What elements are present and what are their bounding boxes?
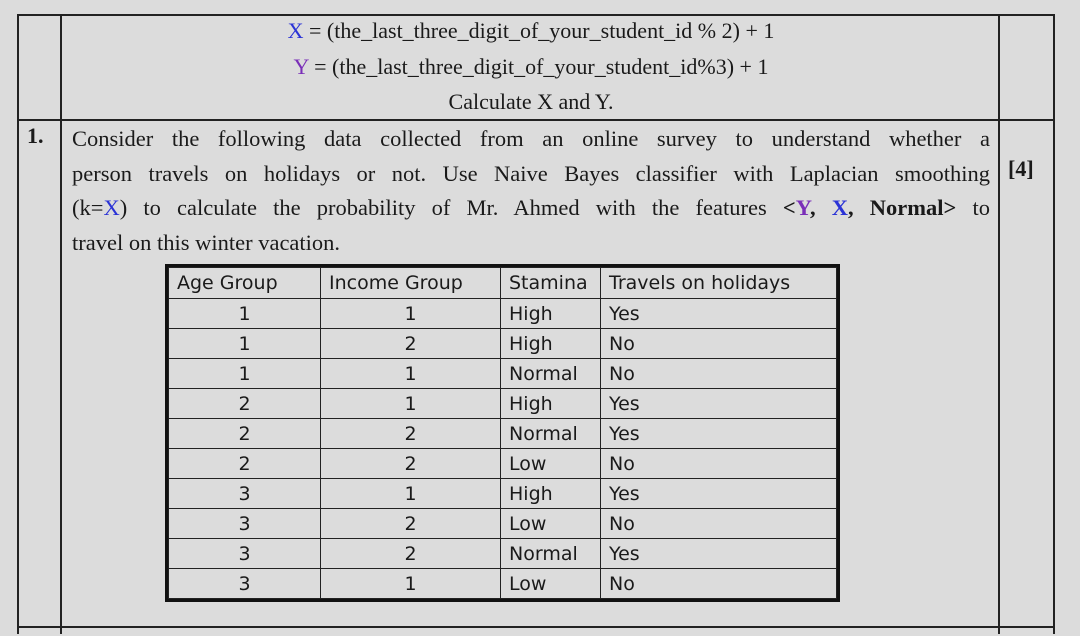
- question-number: 1.: [27, 123, 44, 148]
- frame-border-right: [1053, 14, 1055, 634]
- header-stamina: Stamina: [501, 268, 601, 299]
- age-group-cell: 1: [169, 299, 321, 329]
- income-group-cell: 1: [321, 299, 501, 329]
- income-group-cell: 1: [321, 389, 501, 419]
- table-row: [169, 359, 837, 389]
- travels-cell: No: [601, 359, 837, 389]
- table-row: [169, 449, 837, 479]
- income-group-cell: 2: [321, 419, 501, 449]
- frame-border-left: [17, 14, 19, 634]
- table-row: [169, 569, 837, 599]
- stamina-cell: Normal: [501, 539, 601, 569]
- table-row: [169, 479, 837, 509]
- travels-cell: Yes: [601, 539, 837, 569]
- age-group-cell: 3: [169, 479, 321, 509]
- age-group-cell: 2: [169, 449, 321, 479]
- question-line-3: (k=X) to calculate the probability of Mr. Ahmed with the features <Y, X, Normal> to: [72, 195, 991, 220]
- header-travels-on-holidays: Travels on holidays: [601, 268, 837, 299]
- age-group-cell: 3: [169, 509, 321, 539]
- income-group-cell: 1: [321, 479, 501, 509]
- travels-cell: Yes: [601, 389, 837, 419]
- stamina-cell: Low: [501, 509, 601, 539]
- question-text: [72, 122, 990, 260]
- travels-cell: Yes: [601, 299, 837, 329]
- age-group-cell: 3: [169, 539, 321, 569]
- question-line-4: travel on this winter vacation.: [72, 229, 341, 255]
- age-group-cell: 2: [169, 419, 321, 449]
- age-group-cell: 1: [169, 329, 321, 359]
- age-group-cell: 3: [169, 569, 321, 599]
- stamina-cell: High: [501, 479, 601, 509]
- header-income-group: Income Group: [321, 268, 501, 299]
- table-row: [169, 419, 837, 449]
- row-divider: [17, 119, 1055, 121]
- stamina-cell: High: [501, 389, 601, 419]
- income-group-cell: 1: [321, 359, 501, 389]
- survey-data-table: [165, 264, 840, 602]
- income-group-cell: 2: [321, 539, 501, 569]
- question-marks: [4]: [1008, 156, 1034, 181]
- table-row: [169, 299, 837, 329]
- y-formula: Y = (the_last_three_digit_of_your_student_id%3) + 1: [293, 54, 769, 79]
- income-group-cell: 2: [321, 509, 501, 539]
- income-group-cell: 2: [321, 449, 501, 479]
- stamina-cell: Low: [501, 569, 601, 599]
- stamina-cell: Normal: [501, 359, 601, 389]
- question-line-2: person travels on holidays or not. Use Naive Bayes classifier with Laplacian smoothing: [72, 160, 990, 186]
- age-group-cell: 1: [169, 359, 321, 389]
- row-divider-bottom: [17, 626, 1055, 628]
- header-age-group: Age Group: [169, 268, 321, 299]
- travels-cell: Yes: [601, 419, 837, 449]
- income-group-cell: 2: [321, 329, 501, 359]
- stamina-cell: High: [501, 329, 601, 359]
- travels-cell: No: [601, 329, 837, 359]
- stamina-cell: Low: [501, 449, 601, 479]
- calculate-instruction: Calculate X and Y.: [448, 89, 614, 114]
- x-formula: X = (the_last_three_digit_of_your_student_id % 2) + 1: [287, 18, 775, 43]
- travels-cell: No: [601, 449, 837, 479]
- table-row: [169, 509, 837, 539]
- travels-cell: No: [601, 509, 837, 539]
- stamina-cell: High: [501, 299, 601, 329]
- income-group-cell: 1: [321, 569, 501, 599]
- table-row: [169, 389, 837, 419]
- age-group-cell: 2: [169, 389, 321, 419]
- question-line-1: Consider the following data collected from an online survey to understand whether a: [72, 126, 990, 151]
- table-row: [169, 539, 837, 569]
- travels-cell: Yes: [601, 479, 837, 509]
- stamina-cell: Normal: [501, 419, 601, 449]
- table-header-row: [169, 268, 837, 299]
- travels-cell: No: [601, 569, 837, 599]
- table-row: [169, 329, 837, 359]
